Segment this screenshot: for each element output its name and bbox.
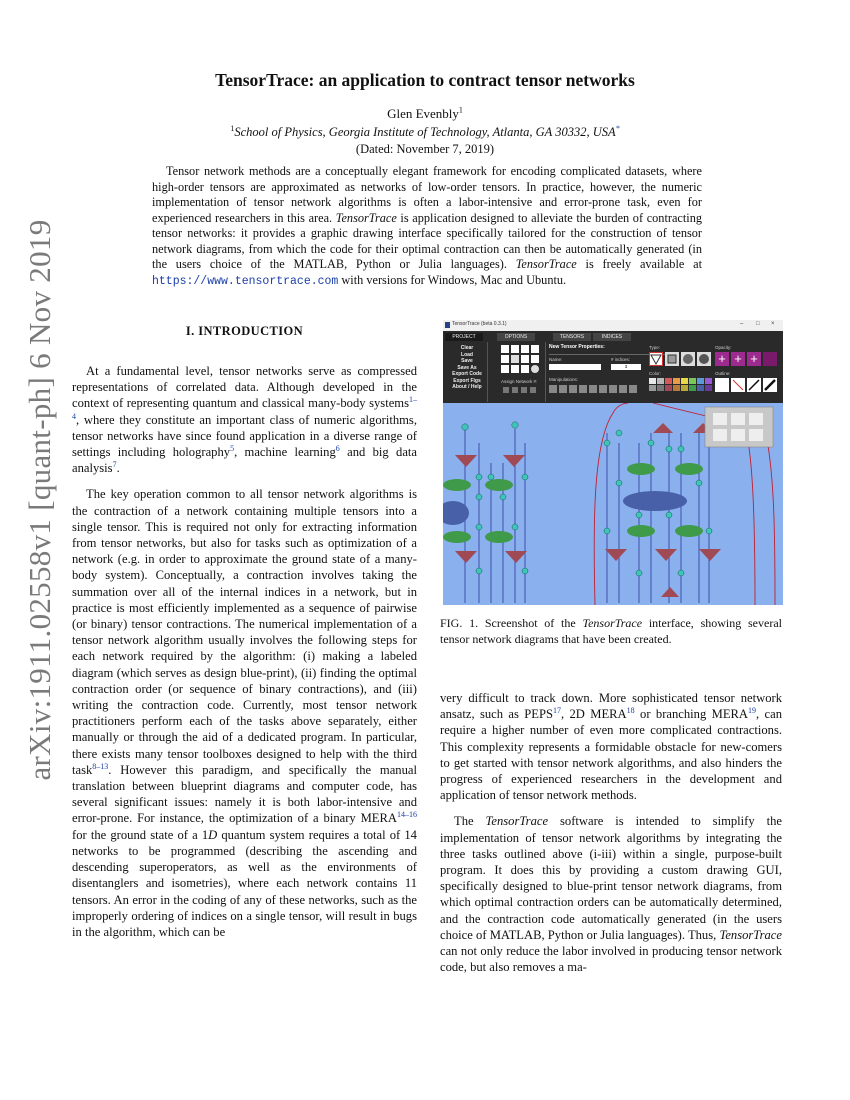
option-icon[interactable] bbox=[521, 355, 529, 363]
intro-paragraph-2 bbox=[72, 486, 417, 940]
manipulation-button[interactable] bbox=[559, 385, 567, 393]
index-node bbox=[616, 480, 622, 486]
thumbnail-panel bbox=[705, 407, 773, 447]
tensor-shape bbox=[485, 531, 513, 543]
option-icon[interactable] bbox=[501, 345, 509, 353]
text: , machine learning bbox=[234, 445, 336, 460]
manipulations-label: Manipulations: bbox=[549, 377, 579, 382]
assign-network-label: Assign Network #: bbox=[501, 379, 538, 384]
thumbnail-network-icon[interactable] bbox=[749, 413, 763, 425]
maximize-icon[interactable]: □ bbox=[756, 321, 760, 327]
tab-indices[interactable]: INDICES bbox=[593, 333, 631, 341]
index-node bbox=[604, 440, 610, 446]
option-icon[interactable] bbox=[531, 365, 539, 373]
tensor-shape bbox=[455, 551, 477, 563]
tab-project[interactable]: PROJECT bbox=[445, 333, 483, 341]
index-node bbox=[522, 474, 528, 480]
opacity-option-icon[interactable]: + bbox=[715, 352, 729, 366]
index-node bbox=[678, 446, 684, 452]
text: can not only reduce the labor involved in producing tensor network code, but also removes a ma- bbox=[440, 944, 782, 975]
tensor-shape bbox=[443, 479, 471, 491]
citation[interactable]: 7 bbox=[112, 460, 117, 470]
abstract bbox=[152, 164, 702, 289]
index-node bbox=[616, 430, 622, 436]
opacity-option-icon[interactable] bbox=[763, 352, 777, 366]
paper-title: TensorTrace: an application to contract tensor networks bbox=[215, 70, 635, 90]
text: TensorTrace bbox=[719, 927, 782, 942]
outline-option-icon[interactable] bbox=[715, 378, 729, 392]
abstract-tt-2: TensorTrace bbox=[515, 257, 577, 271]
citation[interactable]: 1–4 bbox=[72, 395, 417, 421]
figure-label: FIG. 1. bbox=[440, 616, 479, 630]
right-paragraph-1 bbox=[440, 690, 782, 803]
menu-export-code[interactable]: Export Code bbox=[452, 371, 482, 377]
option-icon[interactable] bbox=[531, 355, 539, 363]
index-node bbox=[696, 480, 702, 486]
text: TensorTrace bbox=[485, 814, 549, 829]
index-node bbox=[636, 512, 642, 518]
dated-line: (Dated: November 7, 2019) bbox=[355, 142, 495, 156]
right-column bbox=[440, 690, 782, 975]
section-heading: I. INTRODUCTION bbox=[185, 324, 304, 338]
triangle-type-icon[interactable] bbox=[649, 352, 663, 366]
opacity-selector bbox=[715, 352, 777, 366]
abstract-text-3: is freely available at bbox=[576, 257, 702, 271]
tensor-shape bbox=[661, 587, 679, 597]
tensor-shape bbox=[455, 455, 477, 467]
tensor-shape bbox=[443, 531, 471, 543]
outline-option-icon[interactable] bbox=[731, 378, 745, 392]
outline-option-icon[interactable] bbox=[747, 378, 761, 392]
right-paragraph-2 bbox=[440, 813, 782, 975]
color-swatch[interactable] bbox=[665, 385, 672, 391]
index-node bbox=[522, 568, 528, 574]
tensor-shape bbox=[699, 549, 721, 561]
tensor-shape bbox=[623, 491, 687, 511]
manipulation-button[interactable] bbox=[569, 385, 577, 393]
index-node bbox=[462, 424, 468, 430]
text: for the ground state of a 1 bbox=[72, 827, 209, 842]
opacity-option-icon[interactable]: + bbox=[747, 352, 761, 366]
divider bbox=[545, 342, 546, 402]
text: At a fundamental level, tensor networks serve as compressed representations of correlated data. Although developed in the context of representing quantum and classical many-body systems bbox=[72, 364, 417, 411]
citation[interactable]: 19 bbox=[748, 706, 757, 716]
name-label: Name: bbox=[549, 357, 563, 362]
options-icon-grid bbox=[501, 345, 541, 381]
author-line bbox=[0, 106, 850, 122]
tensor-shape bbox=[605, 549, 627, 561]
tensor-network-diagram bbox=[443, 403, 783, 605]
type-label: Type: bbox=[649, 345, 661, 350]
menu-clear[interactable]: Clear bbox=[460, 345, 474, 351]
tab-options[interactable]: OPTIONS bbox=[497, 333, 535, 341]
affil-star[interactable]: * bbox=[615, 123, 620, 133]
index-node bbox=[488, 474, 494, 480]
tensor-shape bbox=[627, 463, 655, 475]
text: and big data analysis bbox=[72, 445, 417, 476]
type-selector bbox=[649, 352, 709, 366]
square-type-icon[interactable] bbox=[665, 352, 679, 366]
menu-save-as[interactable]: Save As bbox=[457, 364, 477, 371]
menu-load[interactable]: Load bbox=[461, 351, 473, 358]
index-node bbox=[476, 494, 482, 500]
text: . However this paradigm, and specifically the manual translation between blueprint diagrams and computer code, has several significant issues: namely it is both labor-intensive and error-prone. For instance, the optimization of a binary MERA bbox=[72, 762, 417, 826]
thumbnail-network-icon[interactable] bbox=[749, 429, 763, 441]
index-node bbox=[604, 528, 610, 534]
minimize-icon[interactable]: – bbox=[740, 321, 744, 327]
index-node bbox=[476, 474, 482, 480]
option-icon[interactable] bbox=[521, 365, 529, 373]
tab-tensors[interactable]: TENSORS bbox=[553, 333, 591, 341]
window-titlebar bbox=[443, 320, 783, 331]
outline-selector bbox=[715, 378, 777, 392]
assign-network-buttons bbox=[503, 387, 543, 393]
figure-tensortrace-screenshot bbox=[443, 320, 783, 605]
abstract-tt-1: TensorTrace bbox=[335, 210, 397, 225]
text: , can require a higher number of even more complicated contractions. This complexity represents a formidable obstacle for new-comers to get started with tensor network algorithms, and also hinders the progress of experienced researchers in the development and application of tensor network methods. bbox=[440, 707, 783, 803]
color-swatch[interactable] bbox=[657, 378, 664, 384]
index-node bbox=[476, 524, 482, 530]
option-icon[interactable] bbox=[511, 355, 519, 363]
menu-save[interactable]: Save bbox=[461, 358, 473, 364]
manipulation-button[interactable] bbox=[549, 385, 557, 393]
tensor-shape bbox=[655, 549, 677, 561]
text: quantum system requires a total of 14 networks to be programmed (describing the ascending and descending superoperators, as well as the environments of disentanglers and isometries), where each network contains 11 tensors. An error in the coding of any of these networks, such as the improperly ordering of indices on a single tensor, will result in bugs in the algorithm, which can be bbox=[72, 827, 417, 939]
circle-type-icon[interactable] bbox=[697, 352, 711, 366]
tensor-shape bbox=[485, 479, 513, 491]
color-swatch[interactable] bbox=[673, 378, 680, 384]
network-button[interactable] bbox=[530, 387, 536, 393]
color-swatch[interactable] bbox=[705, 385, 712, 391]
index-node bbox=[512, 422, 518, 428]
color-palette bbox=[649, 378, 713, 390]
color-swatch[interactable] bbox=[649, 385, 656, 391]
thumbnail-network-icon[interactable] bbox=[713, 429, 727, 441]
tensor-shape bbox=[503, 455, 525, 467]
text: software is intended to simplify the implementation of tensor network algorithms by integrating the three tasks outlined above (i-iii) within a single, purpose-built program. It does this by providing a custom drawing GUI, specifically designed to blue-print tensor network diagrams, from which optimal contraction orders can be automatically determined, and the contraction code automatically generated (in the users choice of MATLAB, Python or Julia languages). Thus, bbox=[440, 814, 782, 942]
option-icon[interactable] bbox=[531, 345, 539, 353]
network-button[interactable] bbox=[521, 387, 527, 393]
citation[interactable]: 6 bbox=[335, 443, 340, 453]
app-icon bbox=[445, 322, 450, 328]
index-node bbox=[678, 570, 684, 576]
arxiv-id: arXiv:1911.02558v1 [quant-ph] 6 Nov 2019 bbox=[22, 219, 57, 781]
index-node bbox=[512, 524, 518, 530]
text: or branching MERA bbox=[634, 707, 749, 722]
color-swatch[interactable] bbox=[649, 378, 656, 384]
new-tensor-label: New Tensor Properties: bbox=[549, 344, 605, 350]
color-swatch[interactable] bbox=[705, 378, 712, 384]
color-swatch[interactable] bbox=[657, 385, 664, 391]
citation[interactable]: 18 bbox=[626, 706, 635, 716]
option-icon[interactable] bbox=[501, 355, 509, 363]
text: , 2D MERA bbox=[561, 707, 627, 722]
index-node bbox=[648, 440, 654, 446]
thumbnail-network-icon[interactable] bbox=[731, 413, 745, 425]
tensor-shape bbox=[675, 463, 703, 475]
color-swatch[interactable] bbox=[681, 378, 688, 384]
caption-tt: TensorTrace bbox=[582, 616, 643, 630]
thumbnail-network-icon[interactable] bbox=[731, 429, 745, 441]
outline-option-icon[interactable] bbox=[763, 378, 777, 392]
manipulation-button[interactable] bbox=[589, 385, 597, 393]
citation[interactable]: 8–13 bbox=[92, 761, 109, 771]
indices-label: # indices: bbox=[611, 357, 631, 362]
left-column bbox=[72, 363, 417, 940]
color-swatch[interactable] bbox=[689, 378, 696, 384]
manipulation-buttons bbox=[549, 385, 639, 393]
citation[interactable]: 14–16 bbox=[397, 810, 417, 820]
index-node bbox=[500, 494, 506, 500]
index-node bbox=[706, 528, 712, 534]
tensor-shape bbox=[675, 525, 703, 537]
drawing-canvas[interactable] bbox=[443, 403, 783, 605]
menu-export-figs[interactable]: Export Figs bbox=[453, 377, 481, 384]
opacity-option-icon[interactable]: + bbox=[731, 352, 745, 366]
color-swatch[interactable] bbox=[673, 385, 680, 391]
outline-label: Outline: bbox=[715, 371, 731, 376]
text: The key operation common to all tensor network algorithms is the contraction of a network containing multiple tensors into a single tensor. This is required not only for extracting information from tensor networks, but also for tasks such as optimization of a network (e.g. in order to approximate the ground state of a many-body system). Conceptually, a contraction involves taking the summation over all of the internal indices in a network, but in practice is most efficiently implemented as a sequence of pairwise (or binary) tensor contractions. The numerical implementation of a tensor network algorithm usually involves the following steps for each network required by the algorithm: (i) making a labeled diagram (which serves as design blue-print), (ii) finding the optimal contraction order (or sequence of binary contractions), and (iii) writing the contraction code. Currently, most tensor network practitioners perform each of the tasks above separately, either manually or through the aid of a dedicated program. In particular, there exists many tensor toolboxes designed to help with the third task bbox=[72, 487, 417, 777]
project-menu bbox=[449, 345, 485, 391]
window-title: TensorTrace (beta 0.3.1) bbox=[452, 321, 507, 327]
intro-paragraph-1 bbox=[72, 363, 417, 476]
affil-sup: 1 bbox=[230, 123, 235, 133]
option-icon[interactable] bbox=[511, 365, 519, 373]
manipulation-button[interactable] bbox=[579, 385, 587, 393]
affiliation: School of Physics, Georgia Institute of Technology, Atlanta, GA 30332, USA bbox=[234, 125, 616, 139]
caption-text: Screenshot of the bbox=[478, 616, 583, 630]
close-icon[interactable]: × bbox=[771, 321, 775, 327]
option-icon[interactable] bbox=[521, 345, 529, 353]
abstract-text-1: Tensor network methods are a conceptually elegant framework for encoding complicated datasets, where high-order tensors are approximated as networks of low-order tensors. In practice, however, the numeric implementation of tensor network algorithms is often a labor-intensive and error-prone task, even for experienced researchers in this area. bbox=[152, 164, 702, 225]
affiliation-line bbox=[0, 125, 850, 140]
text: D bbox=[208, 827, 218, 842]
abstract-text-4: with versions for Windows, Mac and Ubuntu. bbox=[338, 272, 567, 287]
network-button[interactable] bbox=[512, 387, 518, 393]
option-icon[interactable] bbox=[511, 345, 519, 353]
author-name: Glen Evenbly bbox=[387, 106, 459, 121]
citation[interactable]: 17 bbox=[553, 706, 561, 716]
manipulation-button[interactable] bbox=[629, 385, 637, 393]
text: . bbox=[116, 461, 120, 476]
citation[interactable]: 5 bbox=[230, 443, 235, 453]
tensor-shape bbox=[505, 551, 527, 563]
color-swatch[interactable] bbox=[697, 378, 704, 384]
figure-caption bbox=[440, 616, 782, 647]
manipulation-button[interactable] bbox=[599, 385, 607, 393]
caption-text: interface, showing several tensor network diagrams that have been created. bbox=[440, 616, 782, 646]
index-lines bbox=[465, 429, 709, 603]
text: very difficult to track down. More sophisticated tensor network ansatz, such as PEPS bbox=[440, 691, 782, 722]
toolbar bbox=[443, 331, 783, 403]
tensor-name-input[interactable] bbox=[549, 364, 601, 370]
abstract-text-2: is application designed to alleviate the burden of contracting tensor networks: it provides a graphic drawing interface specifically tailored for the construction of tensor network diagrams, from which the code for their optimal contraction can then be automatically generated (in the users choice of the MATLAB, Python or Julia languages). bbox=[152, 210, 703, 271]
index-node bbox=[666, 446, 672, 452]
hexagon-type-icon[interactable] bbox=[681, 352, 695, 366]
divider bbox=[487, 342, 488, 402]
color-label: Color: bbox=[649, 371, 662, 376]
network-button[interactable] bbox=[503, 387, 509, 393]
color-swatch[interactable] bbox=[689, 385, 696, 391]
text: , where they constitute an important class of numeric algorithms, tensor networks have since found application in a diverse range of settings including holography bbox=[72, 412, 417, 460]
thumbnail-network-icon[interactable] bbox=[713, 413, 727, 425]
index-node bbox=[636, 570, 642, 576]
author-sup: 1 bbox=[458, 105, 463, 115]
manipulation-button[interactable] bbox=[619, 385, 627, 393]
option-icon[interactable] bbox=[501, 365, 509, 373]
indices-stepper[interactable]: 3 bbox=[611, 364, 641, 370]
color-swatch[interactable] bbox=[681, 385, 688, 391]
tensor-shape bbox=[627, 525, 655, 537]
manipulation-button[interactable] bbox=[609, 385, 617, 393]
index-node bbox=[666, 512, 672, 518]
index-node bbox=[476, 568, 482, 574]
tensortrace-url-link[interactable]: https://www.tensortrace.com bbox=[152, 274, 339, 288]
color-swatch[interactable] bbox=[665, 378, 672, 384]
menu-about-help[interactable]: About / Help bbox=[452, 384, 482, 390]
text: The bbox=[454, 814, 486, 829]
arxiv-side-stamp bbox=[18, 219, 62, 781]
tensor-shape bbox=[653, 423, 673, 433]
opacity-label: Opacity: bbox=[715, 345, 732, 350]
color-swatch[interactable] bbox=[697, 385, 704, 391]
